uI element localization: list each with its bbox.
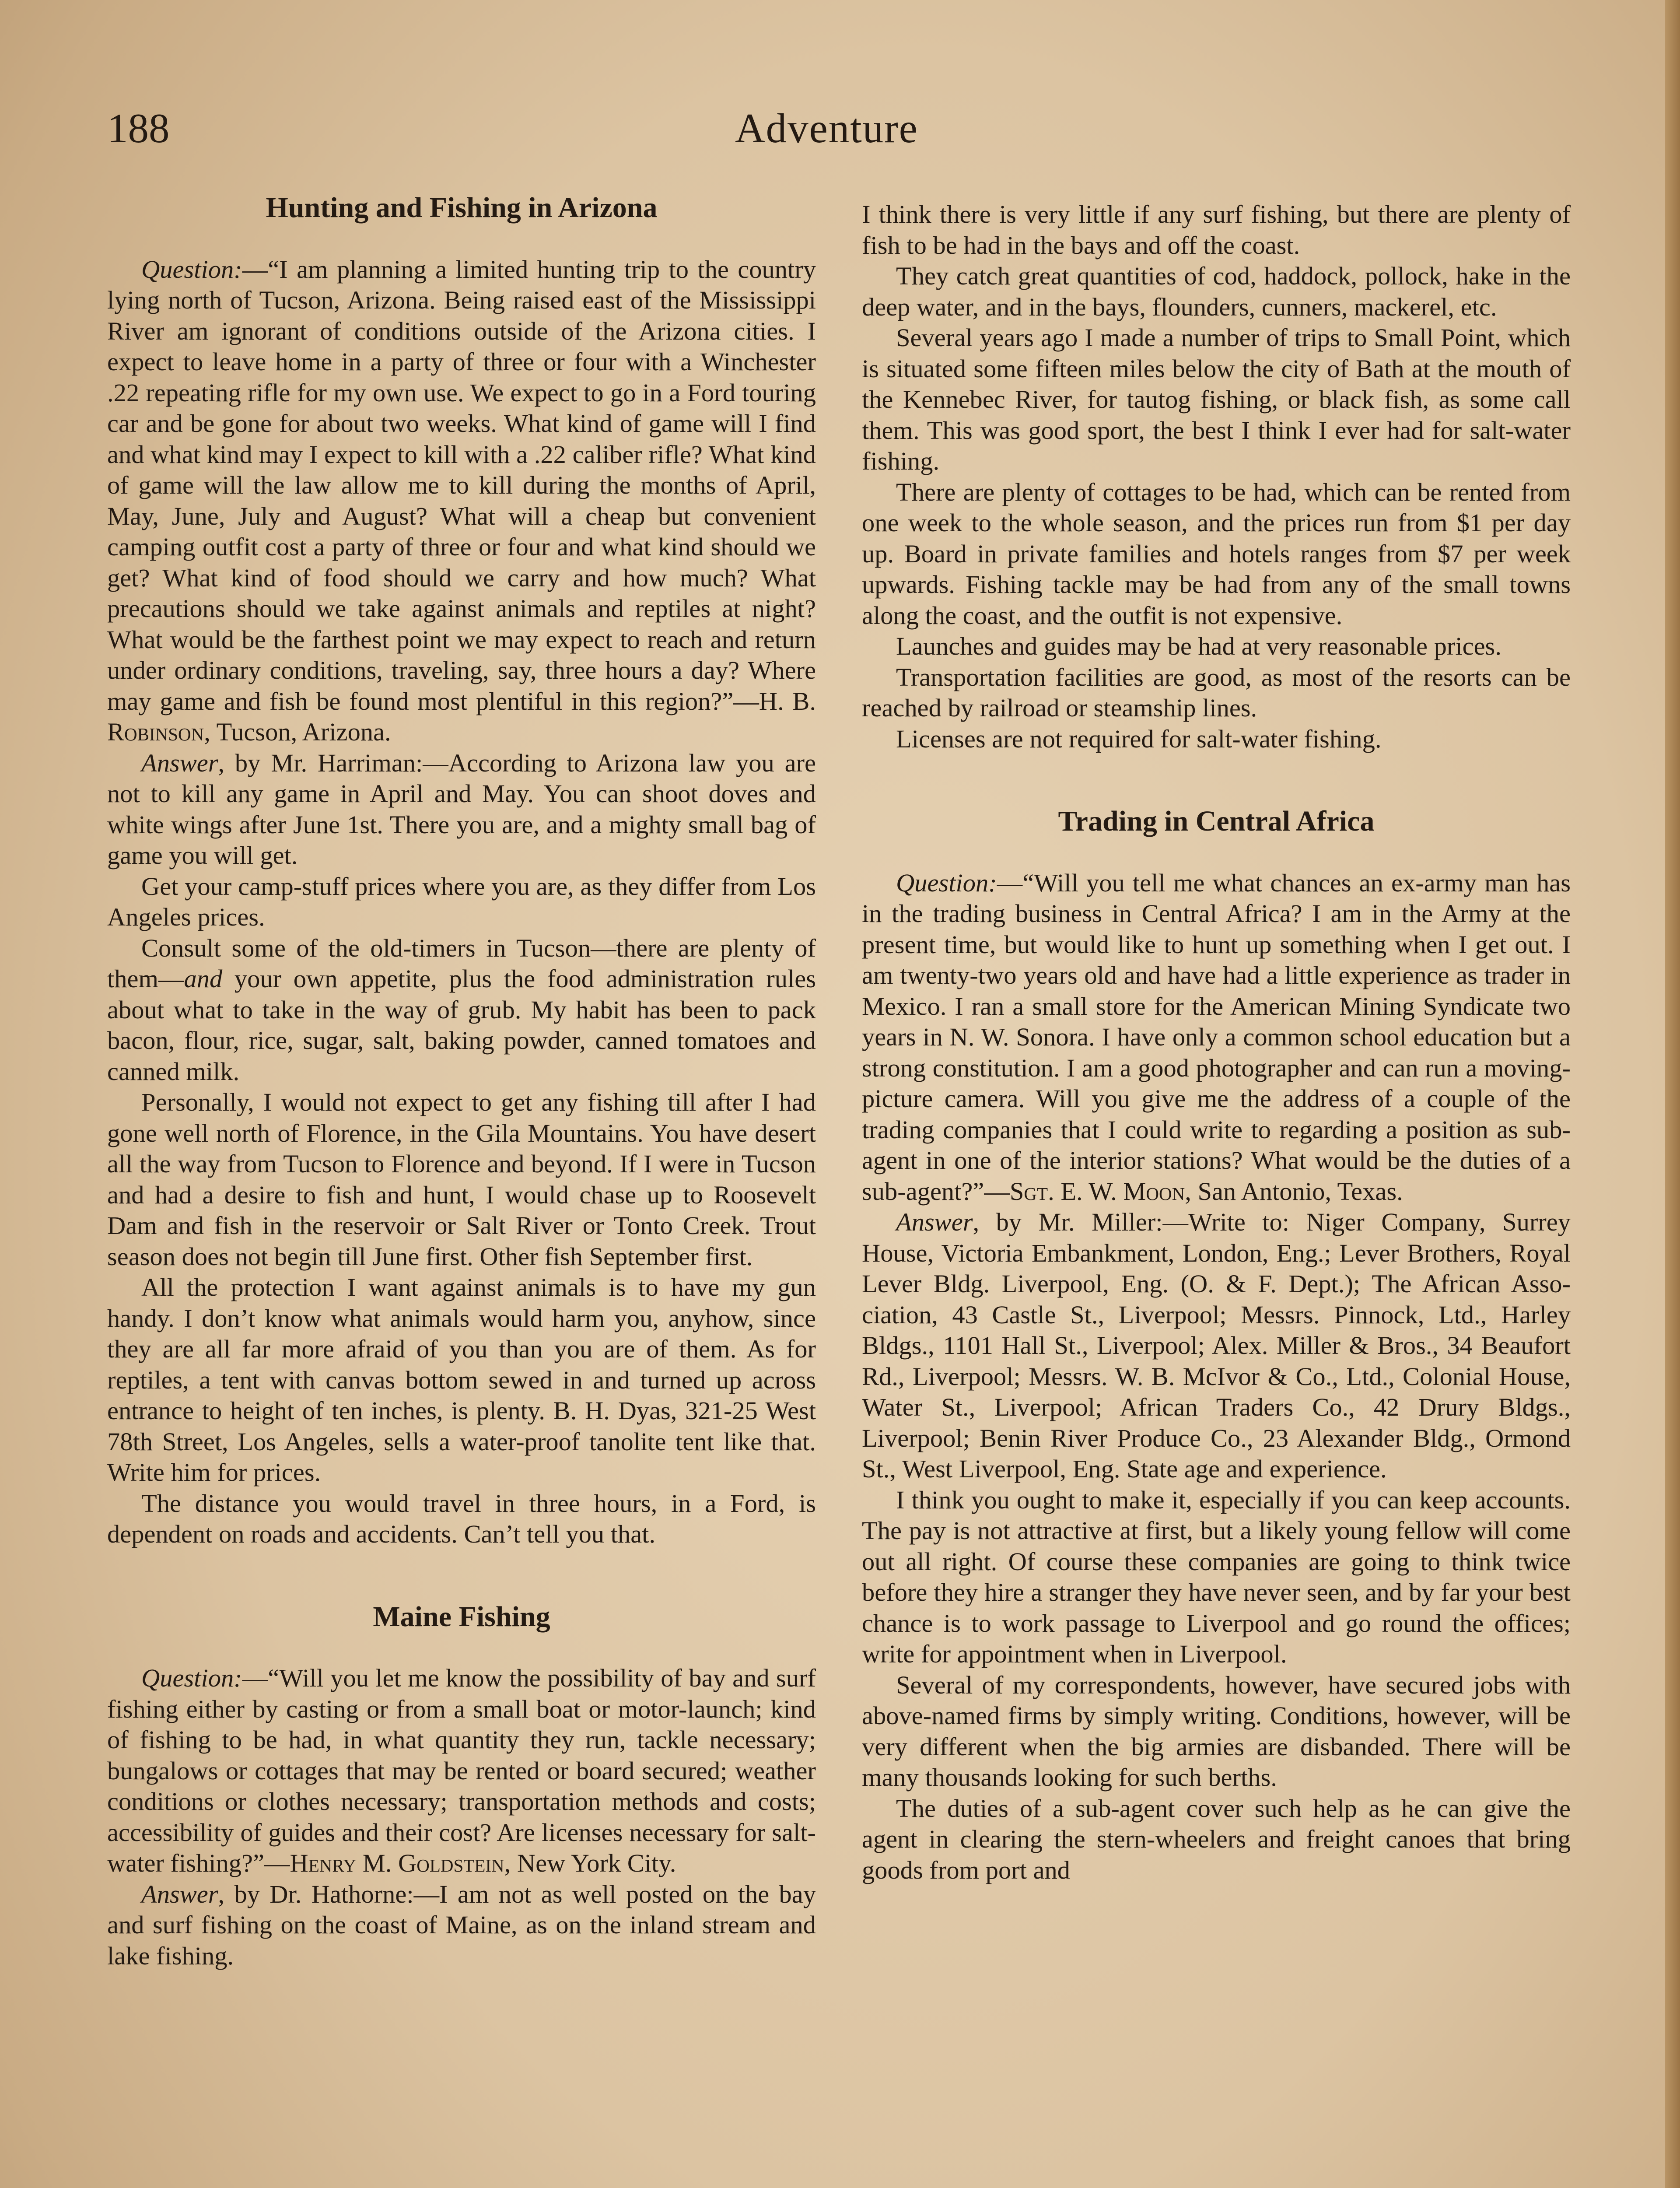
paragraph: I think you ought to make it, especially if you can keep accounts. The pay is not attractive at first, but a likely young fellow will come out all right. Of course these companies are going to think twice before they hire a stranger they have never seen, and by far your best chance is to work passage to Liverpool and go round the offices; write for appointment when in Liverpool. <box>862 1485 1571 1668</box>
section-title-africa: Trading in Central Africa <box>1058 805 1375 837</box>
paragraph: Several of my correspondents, however, have secured jobs with above-named firms by simply writing. Conditions, however, will be very different when the big armies are disbanded. There will be many thousands looking for such berths. <box>862 1670 1571 1792</box>
section-title-maine: Maine Fishing <box>373 1600 550 1633</box>
question-label: Question: <box>141 255 242 284</box>
answer-label: Answer <box>141 1879 218 1908</box>
signature: Sgt. E. W. Moon <box>1009 1177 1185 1206</box>
magazine-title: Adventure <box>735 105 918 151</box>
paragraph: They catch great quantities of cod, haddock, pollock, hake in the deep water, and in the bays, flounders, cunners, mackerel, etc. <box>862 262 1571 321</box>
paragraph: Consult some of the old-timers in Tucson—there are plenty of them—and your own appetite, plus the food administration rules about what to take in the way of grub. My habit has been to pack bacon, flour, rice, sugar, salt, baking powder, canned tomatoes and canned milk. <box>107 933 816 1086</box>
paragraph: All the protection I want against animals is to have my gun handy. I don’t know what animals would harm you, anyhow, since they are all far more afraid of you than you are of them. As for reptiles, a tent with canvas bottom sewed in and turned up across entrance to height of ten inches, is plenty. B. H. Dyas, 321-25 West 78th Street, Los Angeles, sells a water-proof tanolite tent like that. Write him for prices. <box>107 1273 816 1487</box>
answer-label: Answer <box>141 748 218 777</box>
paragraph: Licenses are not required for salt-water fishing. <box>896 724 1382 753</box>
africa-question: Question:—“Will you tell me what chances an ex-army man has in the trading business in Central Africa? I am in the Army at the present time, but would like to hunt up something when I get out. I am twenty-two years old and have had a little experience as trader in Mexico. I ran a small store for the American Mining Syndicate two years in N. W. Sonora. I have only a common school education but a strong constitution. I am a good photographer and can run a moving-picture camera. Will you give me the address of a couple of the trading companies that I could write to regarding a position as sub-agent in one of the interior stations? What would be the duties of a sub-agent?”—Sgt. E. W. Moon, San Antonio, Texas. <box>862 868 1571 1206</box>
page-number: 188 <box>107 105 170 151</box>
paragraph: The distance you would travel in three hours, in a Ford, is dependent on roads and accidents. Can’t tell you that. <box>107 1489 816 1548</box>
paragraph: Get your camp-stuff prices where you are, as they differ from Los Angeles prices. <box>107 872 816 931</box>
page-edge <box>1665 0 1680 2188</box>
running-header <box>0 104 1680 161</box>
africa-answer: Answer, by Mr. Miller:—Write to: Niger Company, Surrey House, Victoria Embankment, London, Eng.; Lever Brothers, Royal Lever Bldg. Liverpool, Eng. (O. & F. Dept.); The African Association, 43 Castle St., Liverpool; Messrs. Pinnock, Ltd., Harley Bldgs., 1101 Hall St., Liverpool; Alex. Miller & Bros., 34 Beaufort Rd., Liverpool; Messrs. W. B. McIvor & Co., Ltd., Colonial House, Water St., Liverpool; African Traders Co., 42 Drury Bldgs., Liverpool; Benin River Produce Co., 23 Alexander Bldg., Ormond St., West Liverpool, Eng. State age and experience. <box>862 1208 1571 1483</box>
section-title-arizona: Hunting and Fishing in Arizona <box>266 192 658 224</box>
left-column <box>107 193 816 1971</box>
arizona-question: Question:—“I am planning a limited hunting trip to the country lying north of Tucson, Arizona. Being raised east of the Mississippi River am ignorant of conditions outside of the Arizona cities. I expect to leave home in a party of three or four with a Winchester .22 repeating rifle for my own use. We expect to go in a Ford touring car and be gone for about two weeks. What kind of game will I find and what kind may I expect to kill with a .22 caliber rifle? What kind of game will the law allow me to kill during the months of April, May, June, July and August? What will a cheap but convenient camping outfit cost a party of three or four and what kind should we get? What kind of food should we carry and how much? What precautions should we take against animals and reptiles at night? What would be the farthest point we may expect to reach and return under ordinary conditions, traveling, say, three hours a day? Where may game and fish be found most plentiful in this region?”—H. B. Robinson, Tucson, Arizona. <box>107 255 816 746</box>
paragraph: I think there is very little if any surf fishing, but there are plenty of fish to be had in the bays and off the coast. <box>862 200 1571 259</box>
answer-label: Answer <box>896 1208 973 1236</box>
paragraph: The duties of a sub-agent cover such help as he can give the agent in clearing the stern-wheelers and freight canoes that bring goods from port and <box>862 1794 1571 1884</box>
maine-answer: Answer, by Dr. Hathorne:—I am not as well posted on the bay and surf fishing on the coast of Maine, as on the inland stream and lake fishing. <box>107 1879 816 1970</box>
signature: Henry M. Goldstein <box>290 1849 504 1877</box>
paragraph: There are plenty of cottages to be had, which can be rented from one week to the whole season, and the prices run from $1 per day up. Board in private families and hotels ranges from $7 per week upwards. Fishing tackle may be had from any of the small towns along the coast, and the outfit is not expensive. <box>862 477 1571 630</box>
right-column <box>862 199 1571 1886</box>
paragraph: Personally, I would not expect to get any fishing till after I had gone well north of Florence, in the Gila Mountains. You have desert all the way from Tucson to Florence and beyond. If I were in Tucson and had a desire to fish and hunt, I would chase up to Roosevelt Dam and fish in the reservoir or Salt River or Tonto Creek. Trout season does not begin till June first. Other fish September first. <box>107 1088 816 1271</box>
question-label: Question: <box>141 1664 242 1692</box>
paragraph: Several years ago I made a number of trips to Small Point, which is situated some fifteen miles below the city of Bath at the mouth of the Kennebec River, for tautog fishing, or black fish, as some call them. This was good sport, the best I think I ever had for salt-water fishing. <box>862 323 1571 475</box>
maine-question: Question:—“Will you let me know the possibility of bay and surf fishing either by casting or from a small boat or motor-launch; kind of fishing to be had, in what quantity they run, tackle necessary; bungalows or cottages that may be rented or board secured; weather conditions or clothes necessary; transportation methods and costs; accessibility of guides and their cost? Are licenses necessary for salt-water fishing?”—Henry M. Goldstein, New York City. <box>107 1664 816 1877</box>
paragraph: Transportation facilities are good, as most of the resorts can be reached by railroad or steamship lines. <box>862 663 1571 722</box>
signature: Robinson <box>107 718 204 746</box>
arizona-answer: Answer, by Mr. Harriman:—According to Arizona law you are not to kill any game in April and May. You can shoot doves and white wings after June 1st. There you are, and a mighty small bag of game you will get. <box>107 748 816 870</box>
paragraph: Launches and guides may be had at very reasonable prices. <box>896 632 1502 660</box>
question-label: Question: <box>896 868 997 897</box>
